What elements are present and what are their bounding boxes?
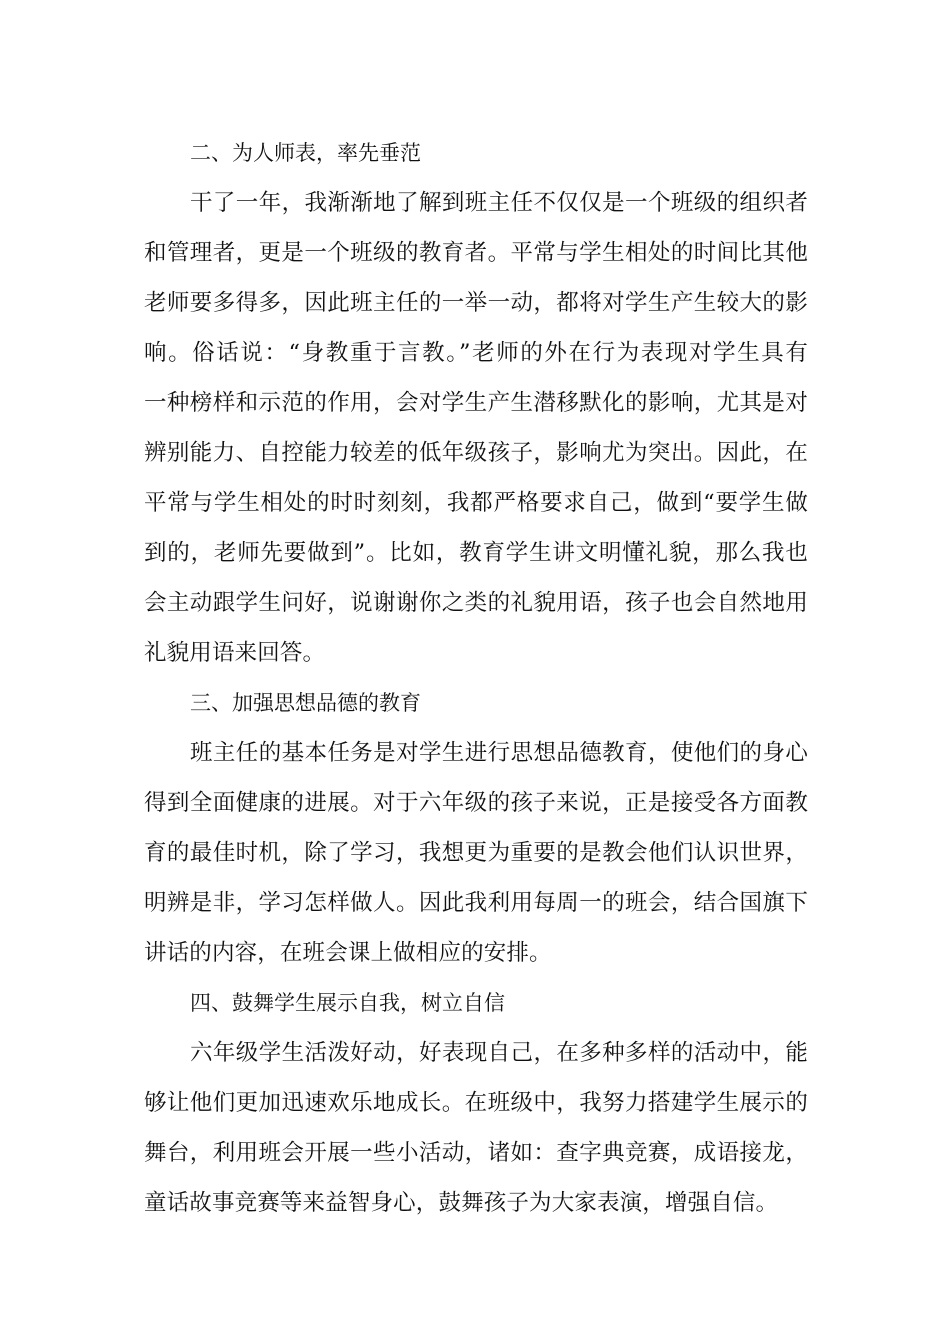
paragraph-line: 得到全面健康的进展。对于六年级的孩子来说，正是接受各方面教 [144,790,808,816]
paragraph-line: 讲话的内容，在班会课上做相应的安排。 [144,940,552,966]
paragraph-line: 班主任的基本任务是对学生进行思想品德教育，使他们的身心 [190,740,808,766]
paragraph-line: 到的，老师先要做到”。比如，教育学生讲文明懂礼貌，那么我也 [144,540,808,566]
paragraph-line: 舞台，利用班会开展一些小活动，诸如：查字典竞赛，成语接龙， [144,1140,808,1166]
paragraph-line: 平常与学生相处的时时刻刻，我都严格要求自己，做到“要学生做 [144,490,808,516]
paragraph-line: 够让他们更加迅速欢乐地成长。在班级中，我努力搭建学生展示的 [144,1090,808,1116]
paragraph-line: 会主动跟学生问好，说谢谢你之类的礼貌用语，孩子也会自然地用 [144,590,808,616]
paragraph-line: 六年级学生活泼好动，好表现自己，在多种多样的活动中，能 [190,1040,808,1066]
paragraph-line: 礼貌用语来回答。 [144,640,326,666]
paragraph-line: 干了一年，我渐渐地了解到班主任不仅仅是一个班级的组织者 [190,190,808,216]
paragraph-line: 育的最佳时机，除了学习，我想更为重要的是教会他们认识世界， [144,840,808,866]
paragraph-line: 响。俗话说：“身教重于言教。”老师的外在行为表现对学生具有 [144,340,808,366]
paragraph-line: 童话故事竞赛等来益智身心，鼓舞孩子为大家表演，增强自信。 [144,1190,779,1216]
paragraph-line: 和管理者，更是一个班级的教育者。平常与学生相处的时间比其他 [144,240,808,266]
paragraph-line: 明辨是非，学习怎样做人。因此我利用每周一的班会，结合国旗下 [144,890,808,916]
paragraph-line: 辨别能力、自控能力较差的低年级孩子，影响尤为突出。因此，在 [144,440,808,466]
section-heading: 二、为人师表，率先垂范 [190,141,421,165]
section-heading: 三、加强思想品德的教育 [190,691,421,715]
paragraph [144,728,808,978]
paragraph [144,1028,808,1228]
paragraph [144,178,808,678]
paragraph-line: 老师要多得多，因此班主任的一举一动，都将对学生产生较大的影 [144,290,808,316]
paragraph-line: 一种榜样和示范的作用，会对学生产生潜移默化的影响，尤其是对 [144,390,808,416]
section-heading: 四、鼓舞学生展示自我，树立自信 [190,991,505,1015]
document-body [144,128,808,1228]
